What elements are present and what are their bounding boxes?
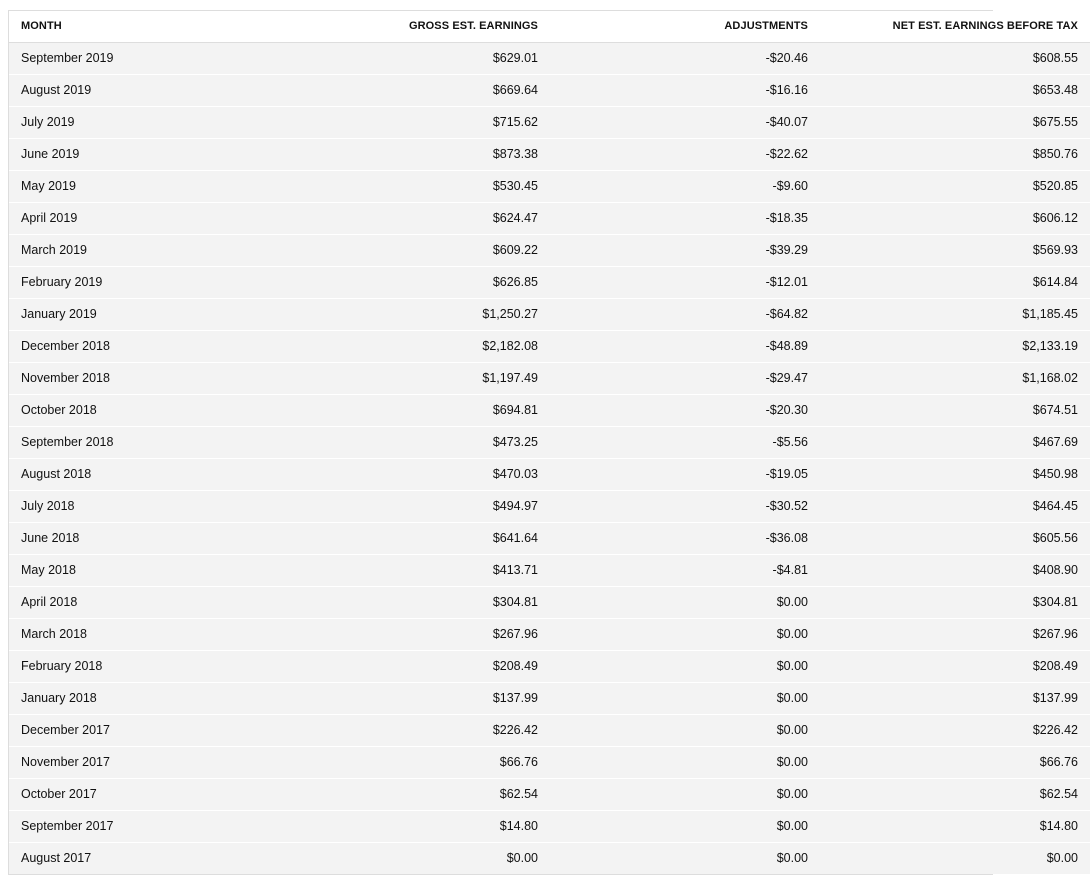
table-row [9,778,1090,810]
cell-adjustments: -$30.52 [550,490,820,522]
cell-adjustments: -$64.82 [550,298,820,330]
cell-gross-earnings: $267.96 [279,618,550,650]
cell-month: January 2018 [9,682,279,714]
cell-adjustments: -$36.08 [550,522,820,554]
cell-month: June 2018 [9,522,279,554]
cell-net-earnings: $450.98 [820,458,1090,490]
cell-net-earnings: $304.81 [820,586,1090,618]
cell-net-earnings: $606.12 [820,202,1090,234]
cell-adjustments: -$18.35 [550,202,820,234]
cell-net-earnings: $66.76 [820,746,1090,778]
cell-month: August 2018 [9,458,279,490]
cell-net-earnings: $653.48 [820,74,1090,106]
earnings-table [9,11,1090,874]
cell-net-earnings: $226.42 [820,714,1090,746]
cell-month: November 2017 [9,746,279,778]
cell-adjustments: $0.00 [550,714,820,746]
cell-month: March 2018 [9,618,279,650]
cell-month: January 2019 [9,298,279,330]
cell-net-earnings: $1,185.45 [820,298,1090,330]
cell-adjustments: $0.00 [550,650,820,682]
cell-adjustments: $0.00 [776,851,808,866]
cell-month: February 2019 [9,266,279,298]
table-row [9,394,1090,426]
cell-gross-earnings: $873.38 [279,138,550,170]
cell-gross-earnings: $2,182.08 [279,330,550,362]
cell-net-earnings: $208.49 [820,650,1090,682]
cell-adjustments: -$9.60 [550,170,820,202]
cell-gross-earnings: $530.45 [279,170,550,202]
cell-gross-earnings: $626.85 [279,266,550,298]
table-row [9,362,1090,394]
cell-gross-earnings: $624.47 [279,202,550,234]
column-header-adjustments: ADJUSTMENTS [550,11,820,42]
cell-net-earnings: $2,133.19 [820,330,1090,362]
table-row [9,842,1090,874]
cell-gross-earnings: $669.64 [279,74,550,106]
cell-net-earnings: $267.96 [820,618,1090,650]
cell-month: May 2019 [9,170,279,202]
cell-net-earnings: $0.00 [1046,851,1078,866]
cell-adjustments: -$48.89 [550,330,820,362]
cell-adjustments: -$40.07 [550,106,820,138]
table-row [9,330,1090,362]
cell-net-earnings: $467.69 [820,426,1090,458]
column-header-gross-earnings: GROSS EST. EARNINGS [279,11,550,42]
cell-month: July 2019 [9,106,279,138]
cell-net-earnings: $137.99 [820,682,1090,714]
table-row [9,426,1090,458]
cell-gross-earnings: $694.81 [279,394,550,426]
column-header-net-earnings: NET EST. EARNINGS BEFORE TAX [820,11,1090,42]
table-row [9,266,1090,298]
table-row [9,74,1090,106]
cell-adjustments: $0.00 [550,586,820,618]
table-row [9,586,1090,618]
table-row [9,490,1090,522]
header-row [9,11,1090,42]
cell-adjustments: -$22.62 [550,138,820,170]
table-row [9,298,1090,330]
cell-adjustments: -$5.56 [550,426,820,458]
cell-month: June 2019 [9,138,279,170]
cell-month: October 2017 [9,778,279,810]
cell-adjustments: $0.00 [550,682,820,714]
cell-month: October 2018 [9,394,279,426]
cell-gross-earnings: $470.03 [279,458,550,490]
cell-month: March 2019 [9,234,279,266]
cell-net-earnings: $14.80 [820,810,1090,842]
earnings-table-container [8,10,1078,875]
cell-month: April 2019 [9,202,279,234]
cell-net-earnings: $674.51 [820,394,1090,426]
cell-net-earnings: $569.93 [820,234,1090,266]
cell-net-earnings: $608.55 [820,42,1090,74]
cell-net-earnings: $605.56 [820,522,1090,554]
cell-gross-earnings: $1,250.27 [279,298,550,330]
cell-adjustments: $0.00 [550,810,820,842]
cell-gross-earnings: $494.97 [279,490,550,522]
cell-month: July 2018 [9,490,279,522]
cell-gross-earnings: $1,197.49 [279,362,550,394]
cell-adjustments: -$20.30 [550,394,820,426]
cell-gross-earnings: $14.80 [279,810,550,842]
cell-gross-earnings: $66.76 [279,746,550,778]
cell-adjustments: $0.00 [550,618,820,650]
cell-net-earnings: $520.85 [820,170,1090,202]
cell-adjustments: -$29.47 [550,362,820,394]
cell-net-earnings: $675.55 [820,106,1090,138]
cell-gross-earnings: $137.99 [279,682,550,714]
cell-adjustments: -$12.01 [550,266,820,298]
table-row [9,682,1090,714]
cell-gross-earnings: $413.71 [279,554,550,586]
cell-gross-earnings: $641.64 [279,522,550,554]
earnings-table-body [9,42,1090,874]
cell-net-earnings: $1,168.02 [820,362,1090,394]
cell-gross-earnings: $62.54 [279,778,550,810]
cell-net-earnings: $62.54 [820,778,1090,810]
table-row [9,618,1090,650]
cell-gross-earnings: $609.22 [279,234,550,266]
cell-month: August 2017 [21,851,92,866]
cell-month: November 2018 [9,362,279,394]
cell-adjustments: -$19.05 [550,458,820,490]
earnings-table-header [9,11,1090,42]
cell-adjustments: $0.00 [550,778,820,810]
cell-gross-earnings: $304.81 [279,586,550,618]
cell-month: December 2018 [9,330,279,362]
cell-gross-earnings: $226.42 [279,714,550,746]
table-row [9,42,1090,74]
cell-adjustments: $0.00 [550,746,820,778]
cell-month: April 2018 [9,586,279,618]
table-row [9,106,1090,138]
cell-net-earnings: $850.76 [820,138,1090,170]
table-row [9,650,1090,682]
table-row [9,170,1090,202]
table-row [9,458,1090,490]
table-row [9,138,1090,170]
cell-adjustments: -$20.46 [550,42,820,74]
cell-month: December 2017 [9,714,279,746]
cell-adjustments: -$4.81 [550,554,820,586]
cell-net-earnings: $464.45 [820,490,1090,522]
cell-gross-earnings: $473.25 [279,426,550,458]
column-header-month: MONTH [9,11,279,42]
cell-gross-earnings: $629.01 [279,42,550,74]
cell-month: September 2017 [9,810,279,842]
table-row [9,746,1090,778]
table-row [9,234,1090,266]
table-row [9,522,1090,554]
cell-month: May 2018 [9,554,279,586]
cell-month: September 2019 [9,42,279,74]
cell-adjustments: -$16.16 [550,74,820,106]
table-row [9,810,1090,842]
cell-gross-earnings: $208.49 [279,650,550,682]
cell-net-earnings: $614.84 [820,266,1090,298]
table-row [9,554,1090,586]
cell-adjustments: -$39.29 [550,234,820,266]
cell-net-earnings: $408.90 [820,554,1090,586]
cell-month: September 2018 [9,426,279,458]
cell-gross-earnings: $0.00 [506,851,538,866]
cell-gross-earnings: $715.62 [279,106,550,138]
cell-month: February 2018 [9,650,279,682]
table-row [9,202,1090,234]
cell-month: August 2019 [9,74,279,106]
table-row [9,714,1090,746]
